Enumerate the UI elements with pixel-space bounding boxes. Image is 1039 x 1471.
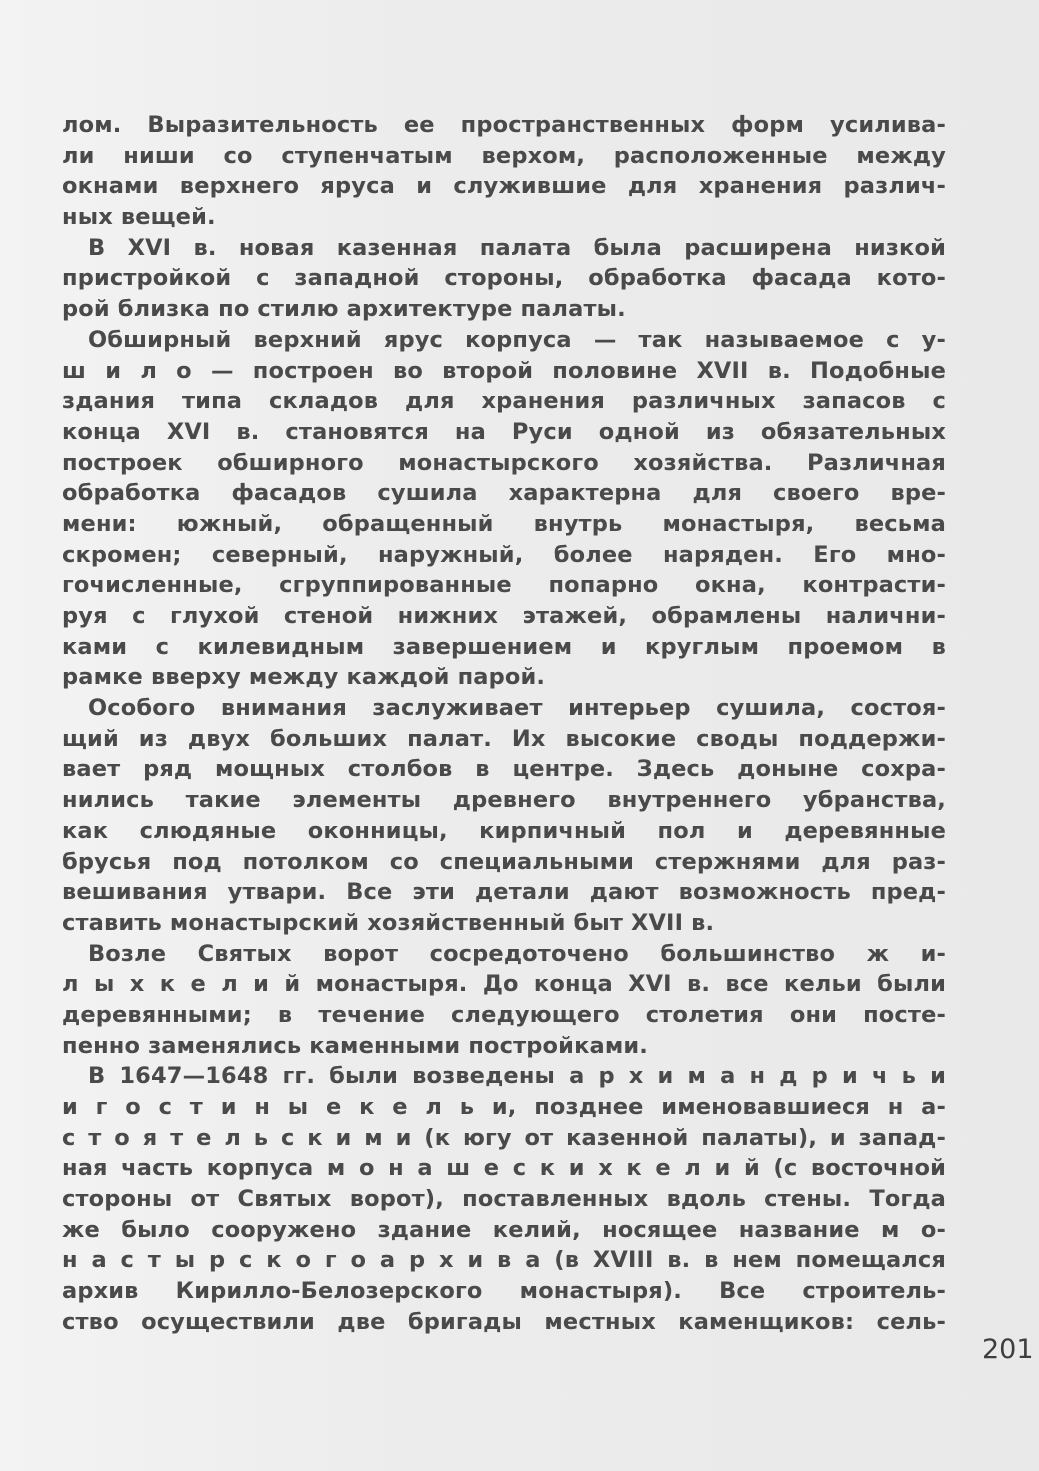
text-line: В XVI в. новая казенная палата была расширена низкой (88, 234, 946, 261)
text-line: мени: южный, обращенный внутрь монастыря, весьма (62, 510, 946, 537)
text-line: здания типа складов для хранения различных запасов с (62, 388, 946, 415)
text-line: рой близка по стилю архитектуре палаты. (62, 296, 626, 323)
text-line: ная часть корпуса м о н а ш е с к и х к е л и й (с восточной (62, 1155, 946, 1182)
text-line: с т о я т е л ь с к и м и (к югу от казенной палаты), и запад- (62, 1124, 946, 1151)
text-line: ками с килевидным завершением и круглым проемом в (62, 633, 946, 660)
text-line: построек обширного монастырского хозяйства. Различная (62, 449, 946, 476)
text-line: нились такие элементы древнего внутреннего убранства, (62, 787, 946, 814)
text-line: стороны от Святых ворот), поставленных вдоль стены. Тогда (62, 1186, 946, 1213)
text-line: окнами верхнего яруса и служившие для хранения различ- (62, 173, 946, 200)
text-line: лом. Выразительность ее пространственных форм усилива- (62, 112, 946, 138)
text-line: архив Кирилло-Белозерского монастыря). Все строитель- (62, 1278, 946, 1305)
text-line: как слюдяные оконницы, кирпичный пол и деревянные (62, 817, 946, 844)
text-line: Возле Святых ворот сосредоточено большинство ж и- (88, 940, 946, 967)
text-line: щий из двух больших палат. Их высокие своды поддержи- (62, 725, 946, 752)
text-line: обработка фасадов сушила характерна для своего вре- (62, 480, 946, 507)
text-line: Обширный верхний ярус корпуса — так называемое с у- (88, 326, 946, 353)
text-line: брусья под потолком со специальными стержнями для раз- (62, 848, 946, 875)
text-line: же было сооружено здание келий, носящее название м о- (62, 1216, 946, 1243)
text-line: В 1647—1648 гг. были возведены а р х и м а н д р и ч ь и (88, 1063, 946, 1090)
text-line: ли ниши со ступенчатым верхом, расположенные между (62, 142, 946, 169)
text-line: вает ряд мощных столбов в центре. Здесь доныне сохра- (62, 756, 946, 783)
text-line: ш и л о — построен во второй половине XVII в. Подобные (62, 357, 946, 384)
text-line: л ы х к е л и й монастыря. До конца XVI в. все кельи были (62, 971, 946, 998)
text-line: ных вещей. (62, 204, 216, 231)
text-line: н а с т ы р с к о г о а р х и в а (в XVIII в. в нем помещался (62, 1247, 946, 1274)
text-line: пристройкой с западной стороны, обработка фасада кото- (62, 265, 946, 292)
text-line: вешивания утвари. Все эти детали дают возможность пред- (62, 879, 946, 906)
page-number: 201 (982, 1334, 1034, 1365)
text-line: ство осуществили две бригады местных каменщиков: сель- (62, 1308, 946, 1335)
text-line: ставить монастырский хозяйственный быт XVII в. (62, 909, 715, 936)
text-line: деревянными; в течение следующего столетия они посте- (62, 1001, 946, 1028)
text-line: рамке вверху между каждой парой. (62, 664, 546, 691)
text-line: Особого внимания заслуживает интерьер сушила, состоя- (88, 695, 946, 722)
text-line: конца XVI в. становятся на Руси одной из обязательных (62, 418, 946, 445)
document-body (62, 110, 946, 1338)
text-line: руя с глухой стеной нижних этажей, обрамлены налични- (62, 603, 946, 629)
text-line: скромен; северный, наружный, более наряден. Его мно- (62, 541, 946, 568)
text-line: и г о с т и н ы е к е л ь и, позднее именовавшиеся н а- (62, 1094, 946, 1120)
text-line: гочисленные, сгруппированные попарно окна, контрасти- (62, 572, 946, 599)
text-line: пенно заменялись каменными постройками. (62, 1032, 648, 1059)
